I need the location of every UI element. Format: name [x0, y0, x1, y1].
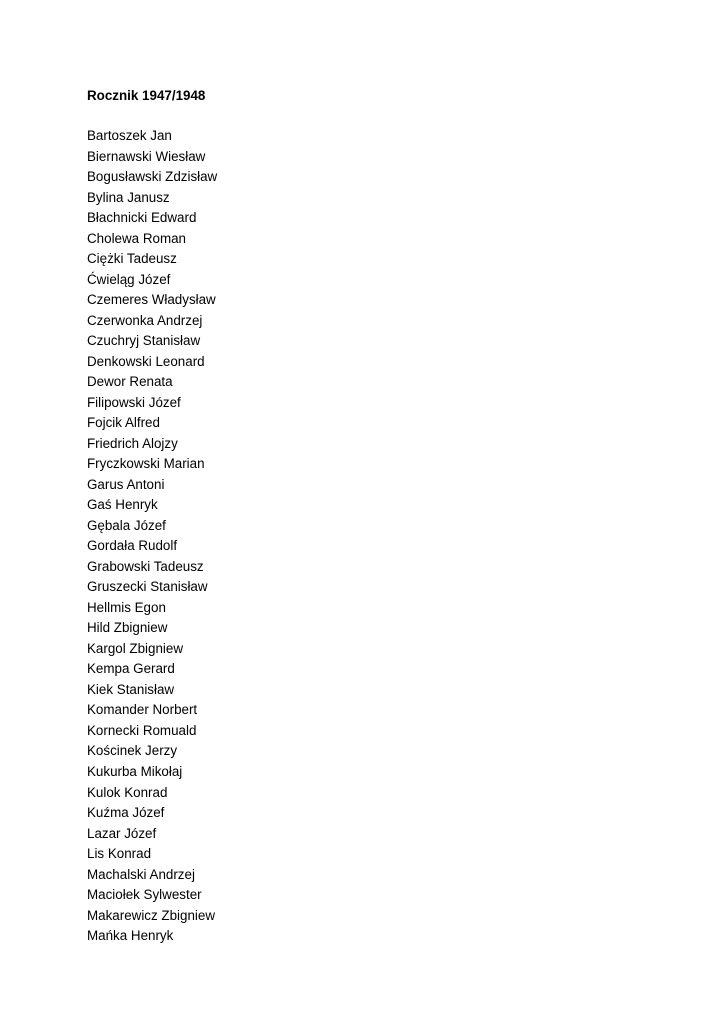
list-item: Kościnek Jerzy	[87, 743, 178, 759]
list-item: Dewor Renata	[87, 374, 173, 390]
list-item: Lazar Józef	[87, 825, 157, 841]
name-list	[87, 126, 217, 947]
list-item: Kukurba Mikołaj	[87, 763, 183, 779]
list-item: Hellmis Egon	[87, 599, 166, 615]
list-item: Czemeres Władysław	[87, 292, 216, 308]
list-item: Maciołek Sylwester	[87, 887, 202, 903]
list-item: Machalski Andrzej	[87, 866, 195, 882]
list-item: Gaś Henryk	[87, 497, 158, 513]
page-title: Rocznik 1947/1948	[87, 88, 206, 103]
list-item: Cholewa Roman	[87, 230, 186, 246]
list-item: Bylina Janusz	[87, 189, 170, 205]
list-item: Mańka Henryk	[87, 928, 174, 944]
list-item: Filipowski Józef	[87, 394, 181, 410]
list-item: Kargol Zbigniew	[87, 640, 184, 656]
list-item: Biernawski Wiesław	[87, 148, 206, 164]
list-item: Bogusławski Zdzisław	[87, 169, 218, 185]
list-item: Kempa Gerard	[87, 661, 175, 677]
list-item: Kulok Konrad	[87, 784, 168, 800]
list-item: Kornecki Romuald	[87, 722, 197, 738]
list-item: Friedrich Alojzy	[87, 435, 178, 451]
list-item: Grabowski Tadeusz	[87, 558, 204, 574]
list-item: Komander Norbert	[87, 702, 198, 718]
list-item: Hild Zbigniew	[87, 620, 168, 636]
list-item: Gruszecki Stanisław	[87, 579, 208, 595]
list-item: Gębala Józef	[87, 517, 166, 533]
list-item: Fojcik Alfred	[87, 415, 160, 431]
list-item: Bartoszek Jan	[87, 128, 172, 143]
list-item: Czerwonka Andrzej	[87, 312, 203, 328]
list-item: Ciężki Tadeusz	[87, 251, 177, 267]
list-item: Denkowski Leonard	[87, 353, 205, 369]
list-item: Błachnicki Edward	[87, 210, 197, 226]
list-item: Czuchryj Stanisław	[87, 333, 201, 349]
list-item: Makarewicz Zbigniew	[87, 907, 215, 923]
list-item: Ćwieląg Józef	[87, 271, 171, 287]
list-item: Fryczkowski Marian	[87, 456, 205, 472]
list-item: Kiek Stanisław	[87, 681, 175, 697]
list-item: Garus Antoni	[87, 476, 165, 492]
list-item: Lis Konrad	[87, 846, 152, 862]
list-item: Kuźma Józef	[87, 805, 165, 821]
list-item: Gordała Rudolf	[87, 538, 178, 554]
